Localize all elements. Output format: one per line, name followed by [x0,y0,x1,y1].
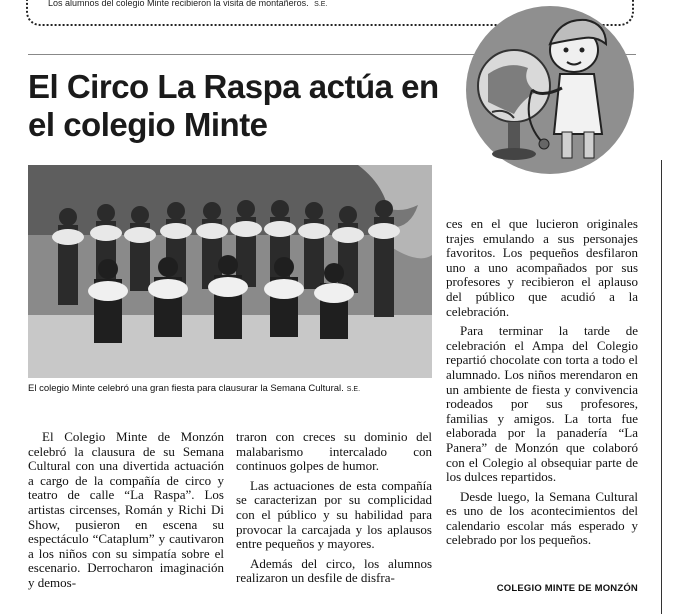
paragraph: Desde luego, la Semana Cultural es uno de los acontecimientos del calendario escolar más esperado y celebrado por los pequeños. [446,488,638,548]
child-with-globe-illustration [462,4,638,176]
paragraph: traron con creces su dominio del malabarismo intercalado con continuos golpes de humor. [236,429,432,474]
paragraph: ces en el que lucieron originales trajes emulando a sus personajes favoritos. Los pequeños desfilaron uno a uno acompañados por sus profesores y recibieron el aplauso del público que acudió a la celebración. [446,216,638,319]
article-column-1 [28,430,224,591]
paragraph: Las actuaciones de esta compañía se caracterizan por su complicidad con el público y su habilidad para provocar la carcajada y los aplausos entre pequeños y mayores. [236,477,432,552]
paragraph: Para terminar la tarde de celebración el Ampa del Colegio repartió chocolate con torta a todo el alumnado. Los niños merendaron en un ambiente de fiesta y convivencia rodeados por sus profesores, familias y amigos. La torta fue elaborada por la panadería “La Panera” de Monzón que colaboró con el Colegio al obsequiar parte de los dulces repartidos. [446,323,638,485]
paragraph: Además del circo, los alumnos realizaron un desfile de disfra- [236,555,432,586]
photo-caption [28,383,438,394]
group-costume-photo [28,165,432,378]
paragraph: El Colegio Minte de Monzón celebró la clausura de su Semana Cultural con una divertida actuación a cargo de la compañía de circo y teatro de calle “La Raspa”. Los artistas circenses, Román y Richi Di Show, pusieron en escena su espectáculo “Cataplum” y cautivaron a los niños con su simpatía sobre el escenario. Derrocharon imaginación y demos- [28,429,224,590]
photo-credit: S.E. [346,386,361,393]
article-column-3 [446,217,638,548]
top-caption-credit: S.E. [314,1,328,8]
top-caption-text: Los alumnos del colegio Minte recibieron la visita de montañeros. [48,0,309,8]
photo-caption-text: El colegio Minte celebró una gran fiesta para clausurar la Semana Cultural. [28,383,344,394]
top-caption [48,0,327,8]
article-headline: El Circo La Raspa actúa en el colegio Minte [28,68,439,143]
page-edge-line [661,160,662,614]
article-signature: COLEGIO MINTE DE MONZÓN [496,583,638,594]
article-column-2 [236,430,432,586]
